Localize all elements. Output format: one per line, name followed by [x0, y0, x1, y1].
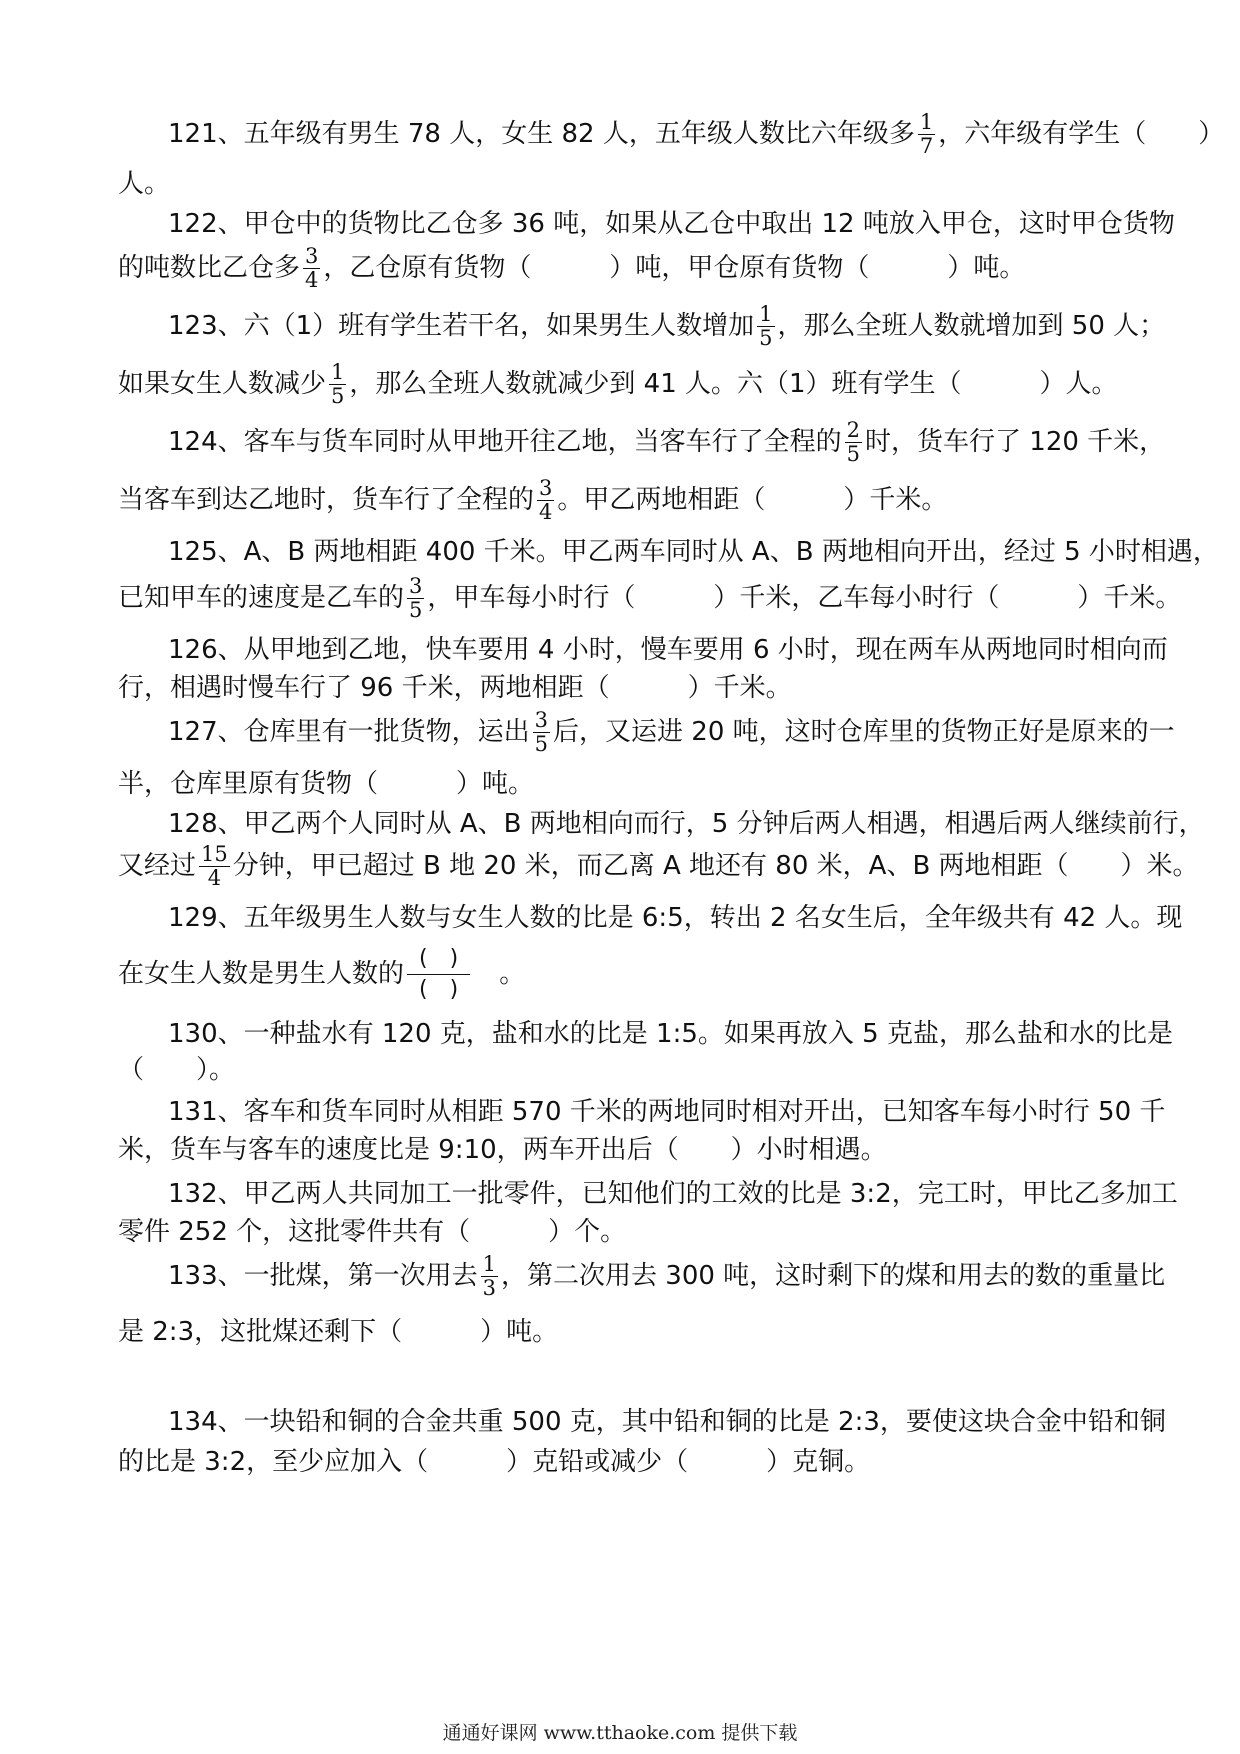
text: 126、从甲地到乙地，快车要用 4 小时，慢车要用 6 小时，现在两车从两地同时相向而: [168, 635, 1168, 665]
text: 半，仓库里原有货物（ ）吨。: [118, 769, 535, 799]
text: ，那么全班人数就增加到 50 人；: [777, 311, 1166, 341]
problem-127-line-1: [168, 702, 1175, 762]
fraction: $\frac{1}{3}$: [482, 1252, 497, 1300]
text: 134、一块铅和铜的合金共重 500 克，其中铅和铜的比是 2:3，要使这块合金中铅和铜: [168, 1407, 1166, 1437]
text: 行，相遇时慢车行了 96 千米，两地相距（ ）千米。: [118, 673, 792, 703]
fraction: $\frac{1}{5}$: [759, 302, 773, 350]
text: 米，货车与客车的速度比是 9:10，两车开出后（ ）小时相遇。: [118, 1135, 887, 1165]
text: 129、五年级男生人数与女生人数的比是 6:5，转出 2 名女生后，全年级共有 42 人。现: [168, 903, 1183, 933]
text: 如果女生人数减少: [118, 369, 327, 399]
text: 124、客车与货车同时从甲地开往乙地，当客车行了全程的: [168, 427, 842, 457]
problem-128-line-2: [118, 836, 1199, 896]
text: ，六年级有学生（ ）: [938, 119, 1225, 149]
text: 的比是 3:2，至少应加入（ ）克铅或减少（ ）克铜。: [118, 1447, 871, 1477]
text: 123、六（1）班有学生若干名，如果男生人数增加: [168, 311, 755, 341]
problem-125-line-2: [118, 568, 1182, 628]
text: 127、仓库里有一批货物，运出: [168, 717, 530, 747]
text: 人。: [118, 169, 171, 199]
text: 。: [473, 959, 526, 989]
fraction: $\frac{1}{7}$: [919, 110, 934, 158]
problem-123-line-2: [118, 354, 1138, 414]
problem-129-line-1: [168, 888, 1183, 948]
text: 130、一种盐水有 120 克，盐和水的比是 1:5。如果再放入 5 克盐，那么盐和水的比是: [168, 1019, 1173, 1049]
problem-122-line-2: [118, 238, 1138, 298]
fraction: $\frac{2}{5}$: [846, 418, 861, 466]
text: 时，货车行了 120 千米，: [865, 427, 1166, 457]
text: 128、甲乙两个人同时从 A、B 两地相向而行，5 分钟后两人相遇，相遇后两人继续前行，: [168, 809, 1205, 839]
problem-134-line-2: [118, 1432, 1138, 1492]
text: 121、五年级有男生 78 人，女生 82 人，五年级人数比六年级多: [168, 119, 915, 149]
text: 。甲乙两地相距（ ）千米。: [557, 485, 948, 515]
fraction: $\frac{15}{4}$: [201, 842, 228, 890]
fraction: $\frac{3}{4}$: [539, 476, 553, 524]
fraction: $\frac{1}{5}$: [331, 360, 345, 408]
text: 又经过: [118, 851, 197, 881]
problem-124-line-1: [168, 412, 1166, 472]
problem-133-line-1: [168, 1246, 1166, 1306]
text: 131、客车和货车同时从相距 570 千米的两地同时相对开出，已知客车每小时行 50 千: [168, 1097, 1166, 1127]
text: ，那么全班人数就减少到 41 人。六（1）班有学生（ ）人。: [349, 369, 1118, 399]
text: 132、甲乙两人共同加工一批零件，已知他们的工效的比是 3:2，完工时，甲比乙多加工: [168, 1179, 1178, 1209]
text: 的吨数比乙仓多: [118, 253, 301, 283]
problem-124-line-2: [118, 470, 1138, 530]
text: 后，又运进 20 吨，这时仓库里的货物正好是原来的一: [553, 717, 1175, 747]
text: 零件 252 个，这批零件共有（ ）个。: [118, 1217, 627, 1247]
page-footer: 通通好课网 www.tthaoke.com 提供下载: [442, 1722, 798, 1744]
text: 已知甲车的速度是乙车的: [118, 583, 405, 613]
text: ，甲车每小时行（ ）千米，乙车每小时行（ ）千米。: [427, 583, 1182, 613]
blank-fraction: $\frac{( )}{( )}$: [407, 944, 470, 1005]
problem-133-line-2: [118, 1302, 1138, 1362]
problem-129-line-2: [118, 944, 1138, 1004]
text: 133、一批煤，第一次用去: [168, 1261, 478, 1291]
problem-123-line-1: [168, 296, 1166, 356]
fraction: $\frac{3}{5}$: [534, 708, 549, 756]
fraction: $\frac{3}{5}$: [409, 574, 423, 622]
text: ，第二次用去 300 吨，这时剩下的煤和用去的数的重量比: [501, 1261, 1166, 1291]
text: 125、A、B 两地相距 400 千米。甲乙两车同时从 A、B 两地相向开出，经过 5 小时相遇，: [168, 537, 1219, 567]
text: 分钟，甲已超过 B 地 20 米，而乙离 A 地还有 80 米，A、B 两地相距（ ）米。: [232, 851, 1199, 881]
text: 当客车到达乙地时，货车行了全程的: [118, 485, 535, 515]
text: 122、甲仓中的货物比乙仓多 36 吨，如果从乙仓中取出 12 吨放入甲仓，这时甲仓货物: [168, 209, 1175, 239]
text: ，乙仓原有货物（ ）吨，甲仓原有货物（ ）吨。: [323, 253, 1026, 283]
text: 在女生人数是男生人数的: [118, 959, 405, 989]
text: 是 2:3，这批煤还剩下（ ）吨。: [118, 1317, 559, 1347]
text: （ ）。: [118, 1055, 236, 1085]
fraction: $\frac{3}{4}$: [305, 244, 319, 292]
